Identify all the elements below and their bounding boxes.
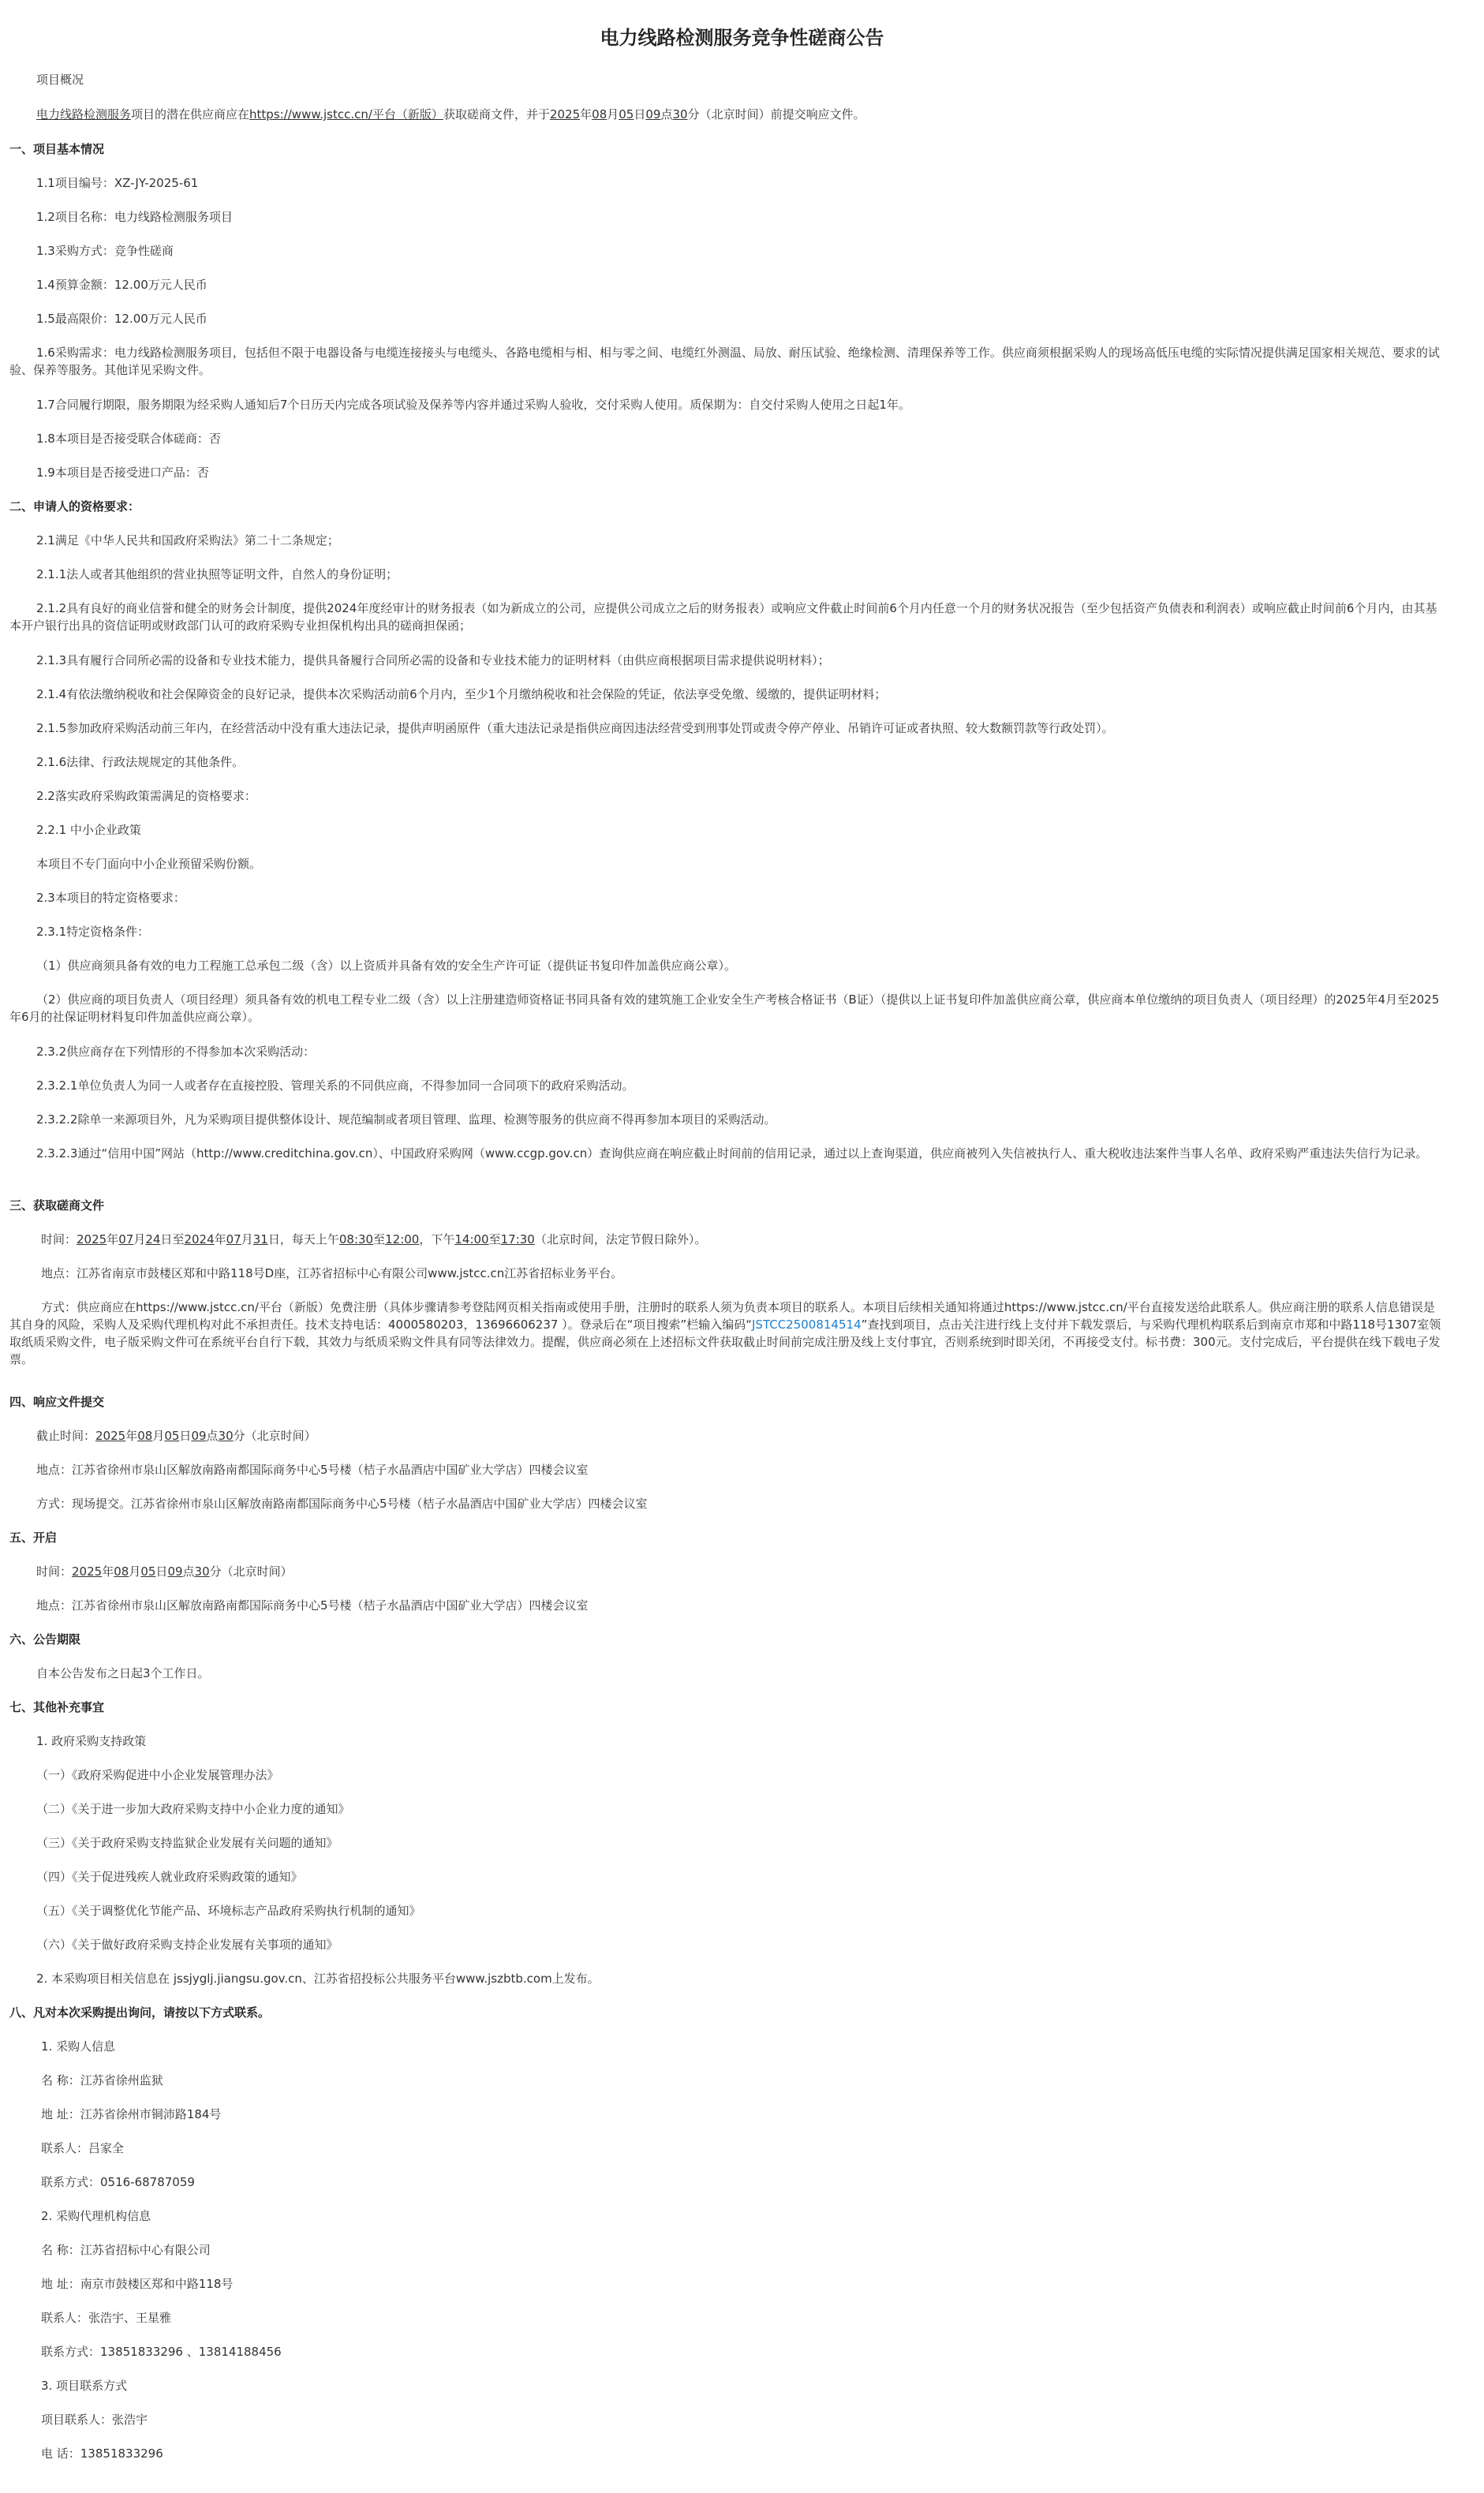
contact-line: 联系方式：0516-68787059 [41, 2175, 195, 2189]
s2-item: 2.3.2供应商存在下列情形的不得参加本次采购活动： [36, 1045, 316, 1059]
contact-group-heading: 2. 采购代理机构信息 [41, 2209, 151, 2223]
section-7-heading: 七、其他补充事宜 [9, 1700, 105, 1714]
s2-item: 2.3.2.2除单一来源项目外，凡为采购项目提供整体设计、规范编制或者项目管理、监理、检测等服务的供应商不得再参加本项目的采购活动。 [36, 1112, 776, 1127]
s2-item: 2.1.3具有履行合同所必需的设备和专业技术能力，提供具备履行合同所必需的设备和专业技术能力的证明材料（由供应商根据项目需求提供说明材料）； [36, 653, 830, 667]
s1-item: 1.6采购需求：电力线路检测服务项目，包括但不限于电器设备与电缆连接接头与电缆头、各路电缆相与相、相与零之间、电缆红外测温、局放、耐压试验、绝缘检测、清理保养等工作。供应商须根据采购人的现场高低压电缆的实际情况提供满足国家相关规范、要求的试验、保养等服务。其他详见采购文件。 [9, 346, 1440, 377]
s1-item: 1.5最高限价：12.00万元人民币 [36, 312, 207, 326]
s2-item: 2.1.6法律、行政法规规定的其他条件。 [36, 755, 245, 769]
s4-method: 方式：现场提交。江苏省徐州市泉山区解放南路南都国际商务中心5号楼（桔子水晶酒店中国矿业大学店）四楼会议室 [36, 1497, 648, 1511]
s2-item: 2.2落实政府采购政策需满足的资格要求： [36, 789, 256, 803]
page-title: 电力线路检测服务竞争性磋商公告 [600, 27, 884, 49]
s3-method: 方式：供应商应在https://www.jstcc.cn/平台（新版）免费注册（具体步骤请参考登陆网页相关指南或使用手册，注册时的联系人须为负责本项目的联系人。本项目后续相关通知将通过https://www.jstcc.cn/平台直接发送给此联系人。供应商注册的联系人信息错误是其自身的风险，采购人及采购代理机构对此不承担责任。技术支持电话：4000580203，13696606237 ）。登录后在“项目搜索”栏输入编码“JSTCC2500814514”查找到项目，点击关注进行线上支付并下载发票后，与采购代理机构联系后到南京市郑和中路118号1307室领取纸质采购文件，电子版采购文件可在系统平台自行下载，其效力与纸质采购文件具有同等法律效力。提醒，供应商必须在上述招标文件获取截止时间前完成注册及线上支付事宜，否则系统到时即关闭，不再接受支付。标书费：300元。支付完成后，平台提供在线下载电子发票。 [9, 1300, 1441, 1366]
contact-line: 项目联系人：张浩宇 [41, 2413, 148, 2427]
section-3-heading: 三、获取磋商文件 [9, 1198, 105, 1213]
contact-line: 地 址：江苏省徐州市铜沛路184号 [41, 2107, 222, 2121]
s2-item: 2.2.1 中小企业政策 [36, 823, 141, 837]
contact-line: 联系人：吕家全 [41, 2141, 125, 2155]
s2-item: 2.3.2.3通过“信用中国”网站（http://www.creditchina.gov.cn）、中国政府采购网（www.ccgp.gov.cn）查询供应商在响应截止时间前的信用记录，通过以上查询渠道，供应商被列入失信被执行人、重大税收违法案件当事人名单、政府采购严重违法失信行为记录。 [36, 1146, 1428, 1161]
s1-item: 1.7合同履行期限，服务期限为经采购人通知后7个日历天内完成各项试验及保养等内容并通过采购人验收，交付采购人使用。质保期为：自交付采购人使用之日起1年。 [36, 398, 910, 412]
platform-link[interactable]: https://www.jstcc.cn/平台（新版） [249, 107, 443, 121]
s7-item: 2. 本采购项目相关信息在 jssjyglj.jiangsu.gov.cn、江苏省招投标公共服务平台www.jszbtb.com上发布。 [36, 1972, 600, 1986]
s1-item: 1.4预算金额：12.00万元人民币 [36, 278, 207, 292]
s2-item: 2.1.2具有良好的商业信誉和健全的财务会计制度，提供2024年度经审计的财务报表（如为新成立的公司，应提供公司成立之后的财务报表）或响应文件截止时间前6个月内任意一个月的财务状况报告（至少包括资产负债表和利润表）或响应截止时间前6个月内，由其基本开户银行出具的资信证明或财政部门认可的政府采购专业担保机构出具的磋商担保函； [9, 601, 1437, 633]
s2-item: 2.1.4有依法缴纳税收和社会保障资金的良好记录，提供本次采购活动前6个月内，至少1个月缴纳税收和社会保险的凭证，依法享受免缴、缓缴的，提供证明材料； [36, 687, 887, 701]
s6-text: 自本公告发布之日起3个工作日。 [36, 1666, 210, 1680]
contact-group-heading: 3. 项目联系方式 [41, 2379, 128, 2393]
section-2-heading: 二、申请人的资格要求： [9, 499, 140, 514]
s4-deadline: 截止时间：2025年08月05日09点30分（北京时间） [36, 1429, 316, 1443]
overview-heading: 项目概况 [36, 73, 84, 87]
s1-item: 1.3采购方式：竞争性磋商 [36, 244, 174, 258]
s2-item: 2.3.1特定资格条件： [36, 925, 150, 939]
policy-link[interactable]: （一）《政府采购促进中小企业发展管理办法》 [36, 1768, 279, 1782]
section-5-heading: 五、开启 [9, 1531, 58, 1545]
contact-line: 电 话：13851833296 [41, 2446, 163, 2461]
s5-place: 地点：江苏省徐州市泉山区解放南路南都国际商务中心5号楼（桔子水晶酒店中国矿业大学店）四楼会议室 [36, 1598, 589, 1613]
policy-link[interactable]: （六）《关于做好政府采购支持企业发展有关事项的通知》 [36, 1938, 338, 1952]
s4-place: 地点：江苏省徐州市泉山区解放南路南都国际商务中心5号楼（桔子水晶酒店中国矿业大学店）四楼会议室 [36, 1463, 589, 1477]
contact-line: 联系人：张浩宇、王星雅 [41, 2311, 172, 2325]
s2-item: 2.1.5参加政府采购活动前三年内，在经营活动中没有重大违法记录，提供声明函原件（重大违法记录是指供应商因违法经营受到刑事处罚或责令停产停业、吊销许可证或者执照、较大数额罚款等行政处罚）。 [36, 721, 1114, 735]
policy-link[interactable]: （三）《关于政府采购支持监狱企业发展有关问题的通知》 [36, 1836, 338, 1850]
s2-item: （2）供应商的项目负责人（项目经理）须具备有效的机电工程专业二级（含）以上注册建造师资格证书同具备有效的建筑施工企业安全生产考核合格证书（B证）（提供以上证书复印件加盖供应商公章，供应商本单位缴纳的项目负责人（项目经理）的2025年4月至2025年6月的社保证明材料复印件加盖供应商公章）。 [9, 992, 1440, 1024]
s7-item: 1. 政府采购支持政策 [36, 1734, 147, 1748]
policy-link[interactable]: （四）《关于促进残疾人就业政府采购政策的通知》 [36, 1870, 303, 1884]
project-name-link[interactable]: 电力线路检测服务 [36, 107, 132, 121]
overview-intro: 电力线路检测服务项目的潜在供应商应在https://www.jstcc.cn/平台（新版）获取磋商文件，并于2025年08月05日09点30分（北京时间）前提交响应文件。 [36, 107, 865, 121]
s1-item: 1.2项目名称：电力线路检测服务项目 [36, 210, 233, 224]
s1-item: 1.9本项目是否接受进口产品：否 [36, 465, 209, 480]
policy-link[interactable]: （五）《关于调整优化节能产品、环境标志产品政府采购执行机制的通知》 [36, 1904, 421, 1918]
contact-line: 联系方式：13851833296 、13814188456 [41, 2345, 282, 2359]
section-6-heading: 六、公告期限 [9, 1632, 81, 1646]
s2-item: 2.3.2.1单位负责人为同一人或者存在直接控股、管理关系的不同供应商，不得参加同一合同项下的政府采购活动。 [36, 1078, 634, 1093]
s5-time: 时间：2025年08月05日09点30分（北京时间） [36, 1564, 293, 1579]
s3-time: 时间：2025年07月24日至2024年07月31日，每天上午08:30至12:00，下午14:00至17:30（北京时间，法定节假日除外）。 [41, 1232, 707, 1246]
s1-item: 1.8本项目是否接受联合体磋商：否 [36, 432, 221, 446]
contact-line: 名 称：江苏省徐州监狱 [41, 2073, 163, 2087]
s2-item: 本项目不专门面向中小企业预留采购份额。 [36, 857, 262, 871]
contact-line: 名 称：江苏省招标中心有限公司 [41, 2243, 211, 2257]
s2-item: 2.1满足《中华人民共和国政府采购法》第二十二条规定； [36, 533, 339, 548]
s1-item: 1.1项目编号：XZ-JY-2025-61 [36, 176, 199, 190]
s2-item: 2.1.1法人或者其他组织的营业执照等证明文件，自然人的身份证明； [36, 567, 398, 581]
s3-place: 地点：江苏省南京市鼓楼区郑和中路118号D座，江苏省招标中心有限公司www.jstcc.cn江苏省招标业务平台。 [41, 1266, 623, 1280]
s2-item: （1）供应商须具备有效的电力工程施工总承包二级（含）以上资质并具备有效的安全生产许可证（提供证书复印件加盖供应商公章）。 [36, 959, 737, 973]
contact-line: 地 址：南京市鼓楼区郑和中路118号 [41, 2277, 234, 2291]
contact-group-heading: 1. 采购人信息 [41, 2039, 116, 2054]
project-code: JSTCC2500814514 [752, 1318, 862, 1332]
section-4-heading: 四、响应文件提交 [9, 1395, 105, 1409]
section-8-heading: 八、凡对本次采购提出询问，请按以下方式联系。 [9, 2005, 271, 2020]
s2-item: 2.3本项目的特定资格要求： [36, 891, 185, 905]
policy-link[interactable]: （二）《关于进一步加大政府采购支持中小企业力度的通知》 [36, 1802, 350, 1816]
section-1-heading: 一、项目基本情况 [9, 142, 105, 156]
